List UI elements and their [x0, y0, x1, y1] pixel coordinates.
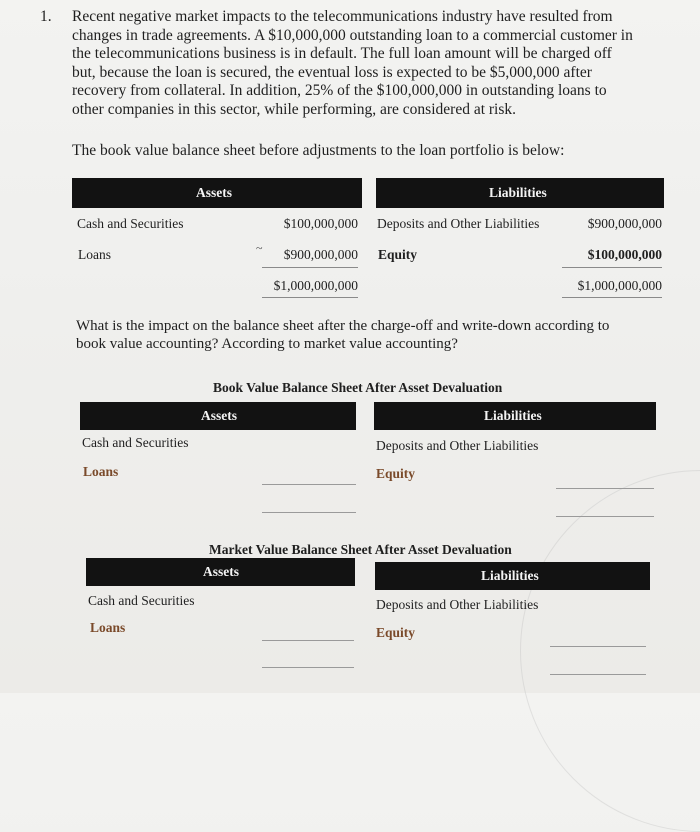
question-line-2: changes in trade agreements. A $10,000,000 outstanding loan to a commercial customer in: [72, 26, 633, 44]
book-liabilities-total-blank: [556, 516, 654, 517]
initial-equity-value: $100,000,000: [562, 247, 662, 268]
market-liabilities-header: [375, 562, 650, 590]
question-line-5: recovery from collateral. In addition, 25% of the $100,000,000 in outstanding loans to: [72, 82, 607, 100]
impact-question: [76, 318, 656, 353]
page-curve-decoration: [520, 470, 700, 832]
market-deposits-label: Deposits and Other Liabilities: [376, 597, 539, 612]
book-sheet-title: Book Value Balance Sheet After Asset Devaluation: [213, 380, 503, 395]
initial-cash-value: $100,000,000: [283, 216, 358, 231]
initial-equity-label: Equity: [378, 247, 418, 262]
question-line-3: the telecommunications business is in default. The full loan amount will be charged off: [72, 45, 612, 63]
initial-loans-label: Loans: [78, 247, 111, 262]
book-equity-label: Equity: [376, 466, 416, 481]
question-paragraph: [72, 8, 672, 120]
book-cash-label: Cash and Securities: [82, 435, 189, 450]
question-number: 1.: [40, 8, 52, 25]
tilde-mark: ~: [256, 241, 263, 255]
initial-assets-header: [72, 178, 362, 208]
book-liabilities-header: [374, 402, 656, 430]
market-loans-label: Loans: [90, 620, 126, 635]
initial-assets-total: $1,000,000,000: [262, 278, 358, 298]
question-line-4: but, because the loan is secured, the eventual loss is expected to be $5,000,000 after: [72, 63, 592, 81]
book-assets-header-label: Assets: [201, 408, 237, 423]
market-liabilities-header-label: Liabilities: [481, 568, 539, 583]
initial-deposits-label: Deposits and Other Liabilities: [377, 216, 540, 231]
initial-liabilities-header: [376, 178, 664, 208]
book-liabilities-header-label: Liabilities: [484, 408, 542, 423]
initial-deposits-value: $900,000,000: [587, 216, 662, 231]
market-sheet-title: Market Value Balance Sheet After Asset Devaluation: [209, 542, 512, 557]
question-line-6: other companies in this sector, while performing, are considered at risk.: [72, 100, 517, 118]
initial-cash-label: Cash and Securities: [77, 216, 184, 231]
market-cash-label: Cash and Securities: [88, 593, 195, 608]
intro-text: The book value balance sheet before adjustments to the loan portfolio is below:: [72, 142, 565, 159]
initial-loans-value: $900,000,000: [262, 247, 358, 268]
impact-question-line-1: What is the impact on the balance sheet after the charge-off and write-down according to: [76, 318, 610, 334]
initial-assets-header-label: Assets: [196, 185, 232, 200]
initial-liabilities-header-label: Liabilities: [489, 185, 547, 200]
market-liabilities-total-blank: [550, 674, 646, 675]
market-assets-total-blank: [262, 667, 354, 668]
book-assets-total-blank: [262, 512, 356, 513]
initial-liabilities-total: $1,000,000,000: [562, 278, 662, 298]
book-loans-label: Loans: [83, 464, 119, 479]
market-assets-header-label: Assets: [203, 564, 239, 579]
book-deposits-label: Deposits and Other Liabilities: [376, 438, 539, 453]
impact-question-line-2: book value accounting? According to market value accounting?: [76, 335, 458, 352]
book-equity-blank: [556, 488, 654, 489]
market-assets-header: [86, 558, 355, 586]
market-equity-blank: [550, 646, 646, 647]
market-loans-blank: [262, 640, 354, 641]
book-assets-header: [80, 402, 356, 430]
book-loans-blank: [262, 484, 356, 485]
question-line-1: Recent negative market impacts to the telecommunications industry have resulted from: [72, 8, 613, 25]
market-equity-label: Equity: [376, 625, 416, 640]
